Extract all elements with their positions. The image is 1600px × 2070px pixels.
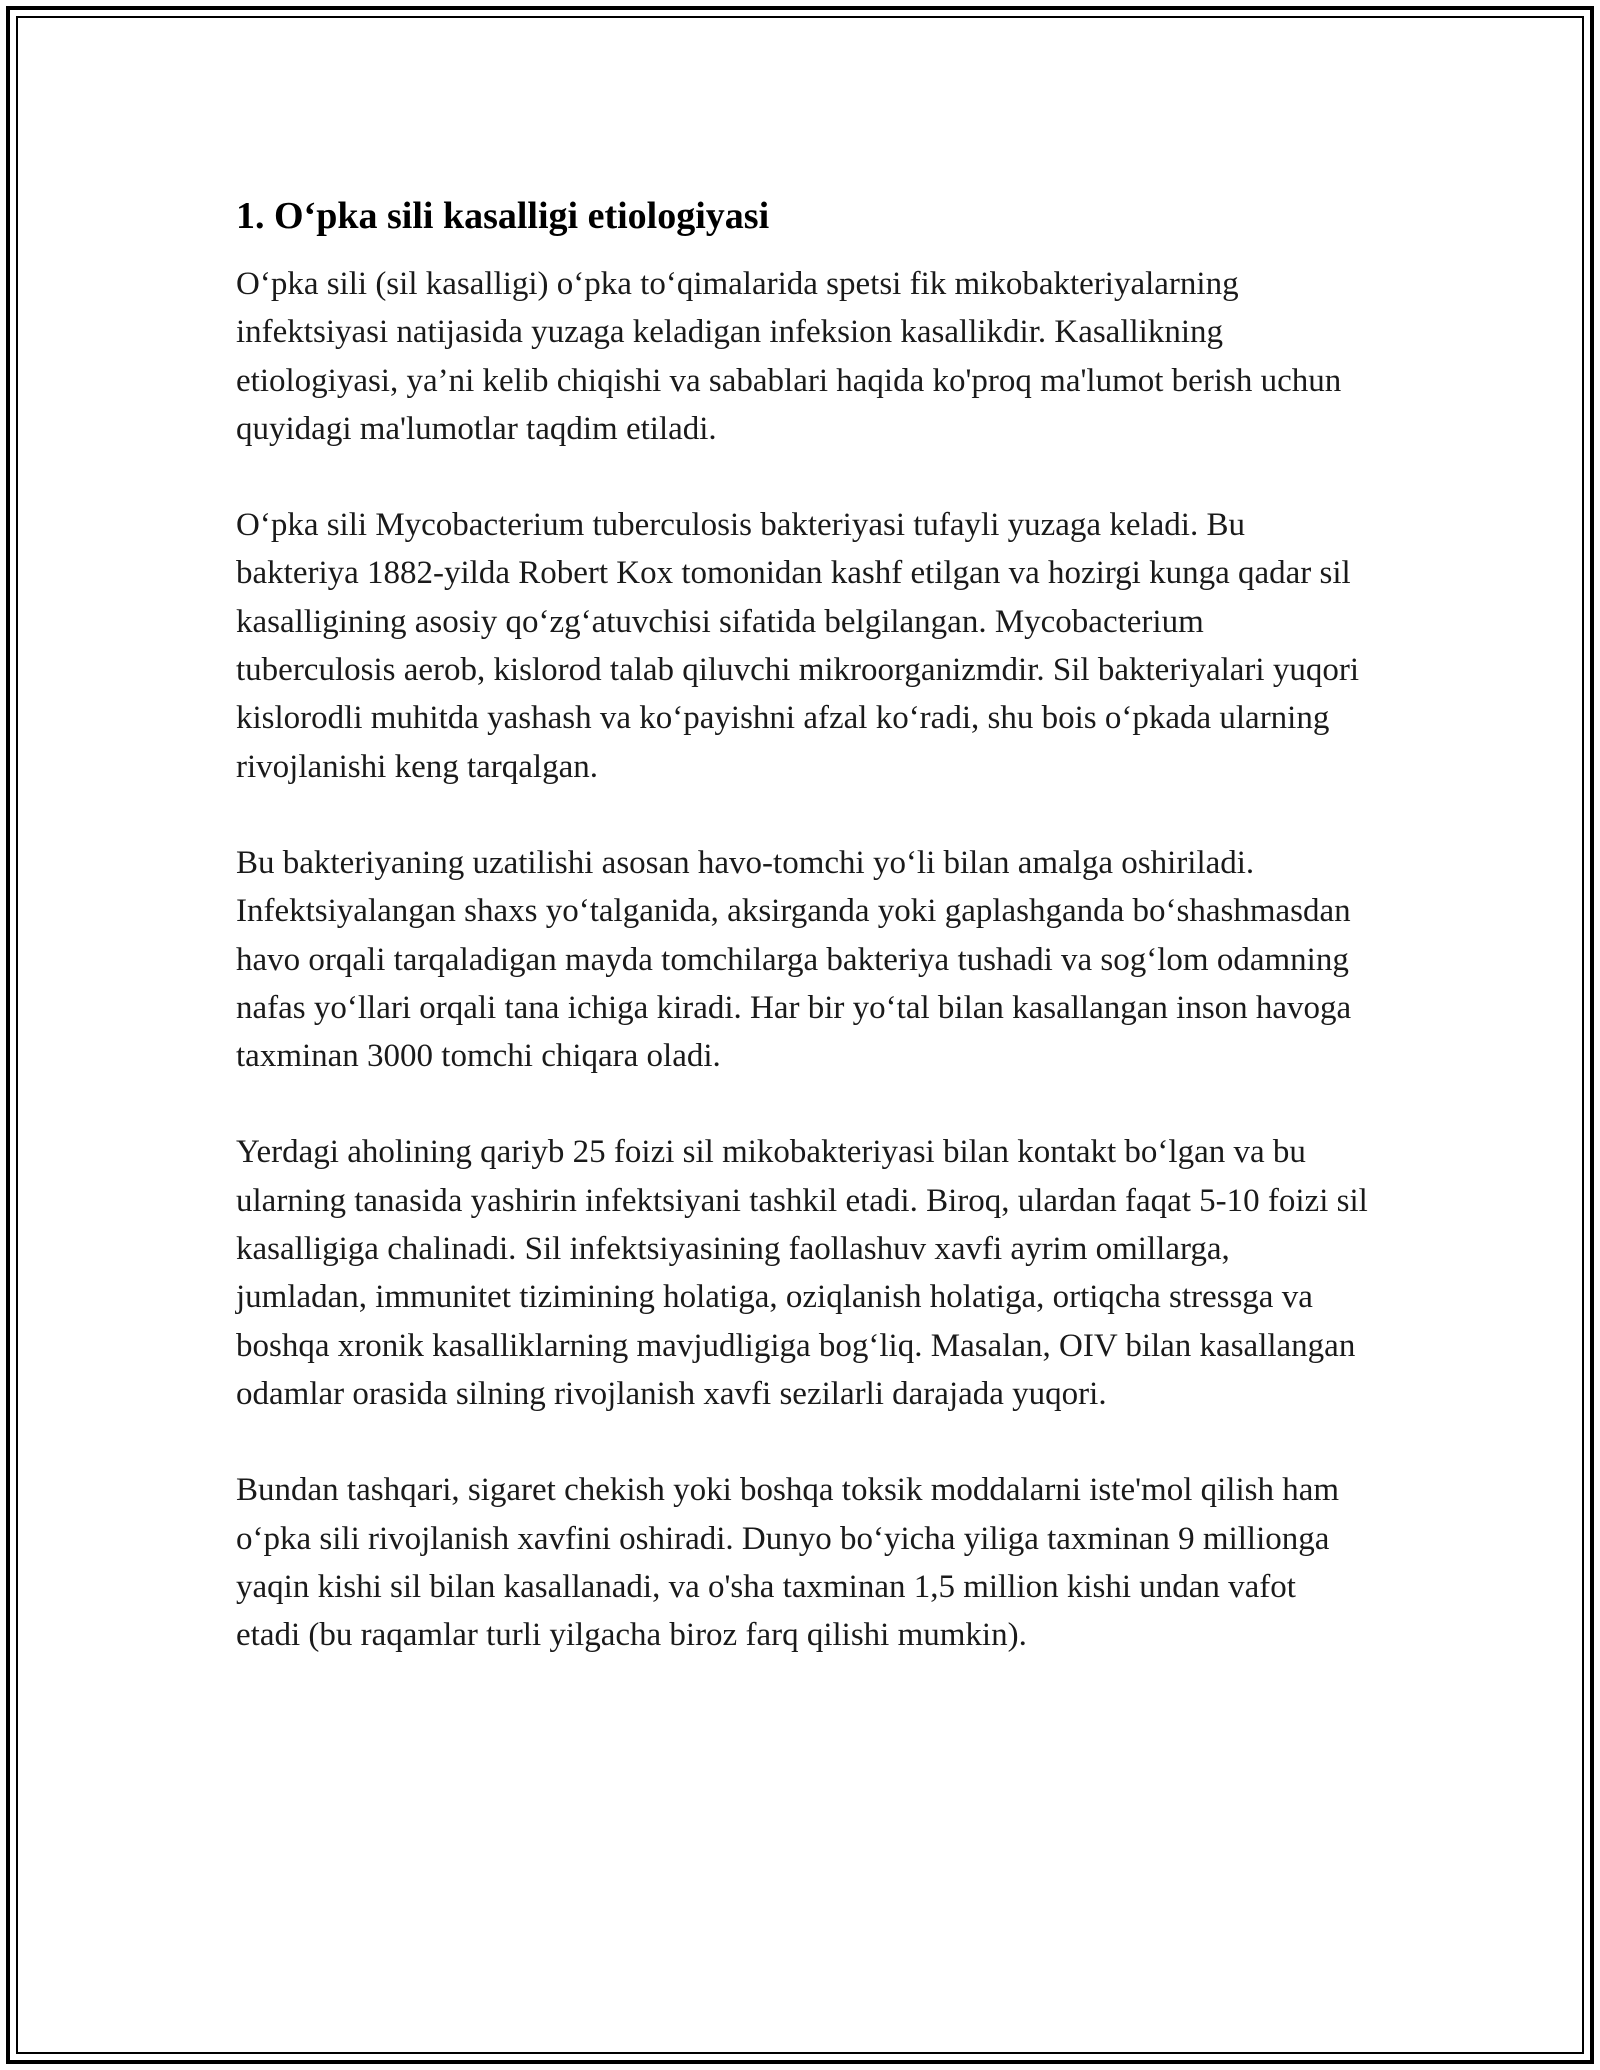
section-heading: 1. O‘pka sili kasalligi etiologiyasi <box>236 195 770 237</box>
paragraph-transmission: Bu bakteriyaning uzatilishi asosan havo-tomchi yo‘li bilan amalga oshiriladi. Infektsiyalangan shaxs yo‘talganida, aksirganda yoki gaplashganda bo‘shashmasdan havo orqali tarqaladigan mayda tomchilarga bakteriya tushadi va sog‘lom odamning nafas yo‘llari orqali tana ichiga kiradi. Har bir yo‘tal bilan kasallangan inson havoga taxminan 3000 tomchi chiqara oladi. <box>236 844 1352 1075</box>
document-body <box>236 190 1368 1707</box>
paragraph-statistics: Bundan tashqari, sigaret chekish yoki boshqa toksik moddalarni iste'mol qilish ham o‘pka sili rivojlanish xavfini oshiradi. Dunyo bo‘yicha yiliga taxminan 9 millionga yaqin kishi sil bilan kasallanadi, va o'sha taxminan 1,5 million kishi undan vafot etadi (bu raqamlar turli yilgacha biroz farq qilishi mumkin). <box>236 1472 1340 1654</box>
paragraph-risk-factors: Yerdagi aholining qariyb 25 foizi sil mikobakteriyasi bilan kontakt bo‘lgan va bu ularning tanasida yashirin infektsiyani tashkil etadi. Biroq, ulardan faqat 5-10 foizi sil kasalligiga chalinadi. Sil infektsiyasining faollashuv xavfi ayrim omillarga, jumladan, immunitet tizimining holatiga, oziqlanish holatiga, ortiqcha stressga va boshqa xronik kasalliklarning mavjudligiga bog‘liq. Masalan, OIV bilan kasallangan odamlar orasida silning rivojlanish xavfi sezilarli darajada yuqori. <box>236 1134 1368 1412</box>
paragraph-intro: O‘pka sili (sil kasalligi) o‘pka to‘qimalarida spetsi fik mikobakteriyalarning infektsiyasi natijasida yuzaga keladigan infeksion kasallikdir. Kasallikning etiologiyasi, ya’ni kelib chiqishi va sabablari haqida ko'proq ma'lumot berish uchun quyidagi ma'lumotlar taqdim etiladi. <box>236 266 1342 447</box>
paragraph-pathogen: O‘pka sili Mycobacterium tuberculosis bakteriyasi tufayli yuzaga keladi. Bu bakteriya 1882-yilda Robert Kox tomonidan kashf etilgan va hozirgi kunga qadar sil kasalligining asosiy qo‘zg‘atuvchisi sifatida belgilangan. Mycobacterium tuberculosis aerob, kislorod talab qiluvchi mikroorganizmdir. Sil bakteriyalari yuqori kislorodli muhitda yashash va ko‘payishni afzal ko‘radi, shu bois o‘pkada ularning rivojlanishi keng tarqalgan. <box>236 507 1359 785</box>
